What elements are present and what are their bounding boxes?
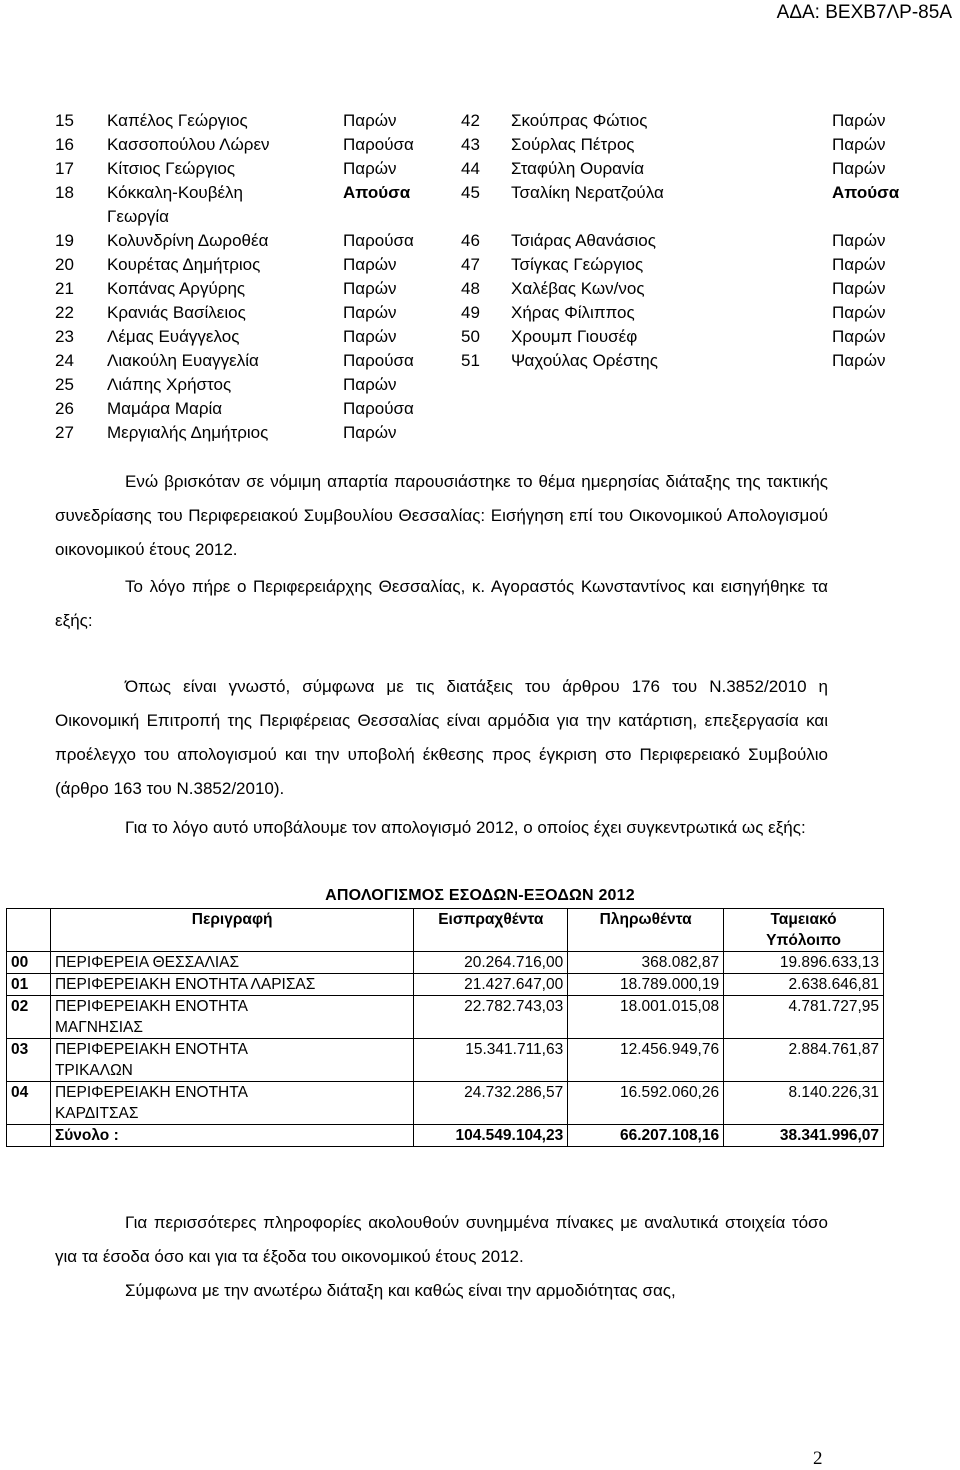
table-row xyxy=(7,996,884,1039)
total-label: Σύνολο : xyxy=(50,1125,413,1147)
attachments-paragraph: Για περισσότερες πληροφορίες ακολουθούν συνημμένα πίνακες με αναλυτικά στοιχεία τόσο για τα έσοδα όσο και για τα έξοδα του οικονομικού έτους 2012. xyxy=(55,1213,828,1266)
member-status: Παρούσα xyxy=(343,351,414,370)
member-name: Σκούπρας Φώτιος xyxy=(511,111,648,130)
member-number: 48 xyxy=(461,279,480,298)
member-name: Ψαχούλας Ορέστης xyxy=(511,351,658,370)
member-name: Χαλέβας Κων/νος xyxy=(511,279,645,298)
legal-paragraph: Όπως είναι γνωστό, σύμφωνα με τις διατάξεις του άρθρου 176 του Ν.3852/2010 η Οικονομική Επιτροπή της Περιφέρειας Θεσσαλίας είναι αρμόδια για την κατάρτιση, επεξεργασία και προέλεγχο του απολογισμού και την υποβολή έκθεσης προς έγκριση στο Περιφερειακό Συμβούλιο (άρθρο 163 του Ν.3852/2010). xyxy=(55,677,828,798)
row-balance: 19.896.633,13 xyxy=(724,952,884,974)
member-number: 25 xyxy=(55,375,74,394)
row-balance: 2.638.646,81 xyxy=(724,974,884,996)
member-status: Παρών xyxy=(832,111,886,130)
member-name: Καπέλος Γεώργιος xyxy=(107,111,248,130)
member-status: Παρών xyxy=(832,255,886,274)
member-status: Απούσα xyxy=(343,183,411,202)
closing-paragraph: Σύμφωνα με την ανωτέρω διάταξη και καθώς είναι την αρμοδιότητας σας, xyxy=(125,1281,676,1300)
member-status: Παρών xyxy=(343,303,397,322)
member-status: Παρών xyxy=(343,279,397,298)
row-description-line1: ΠΕΡΙΦΕΡΕΙΑΚΗ ΕΝΟΤΗΤΑ xyxy=(54,1084,248,1101)
member-name: Λιάπης Χρήστος xyxy=(107,375,232,394)
row-description-line1: ΠΕΡΙΦΕΡΕΙΑ ΘΕΣΣΑΛΙΑΣ xyxy=(54,954,240,971)
member-name: Κασσοπούλου Λώρεν xyxy=(107,135,270,154)
header-balance-line2: Υπόλοιπο xyxy=(766,932,841,949)
row-code: 00 xyxy=(7,952,51,974)
member-number: 49 xyxy=(461,303,480,322)
member-name: Τσιάρας Αθανάσιος xyxy=(511,231,656,250)
row-description xyxy=(50,952,413,974)
member-number: 46 xyxy=(461,231,480,250)
table-title: ΑΠΟΛΟΓΙΣΜΟΣ ΕΣΟΔΩΝ-ΕΞΟΔΩΝ 2012 xyxy=(325,887,635,904)
intro-paragraph: Ενώ βρισκόταν σε νόμιμη απαρτία παρουσιάστηκε το θέμα ημερησίας διάταξης της τακτικής συνεδρίασης του Περιφερειακού Συμβουλίου Θεσσαλίας: Εισήγηση επί του Οικονομικού Απολογισμού οικονομικού έτους 2012. xyxy=(55,472,828,559)
row-paid: 18.789.000,19 xyxy=(568,974,724,996)
member-name: Χήρας Φίλιππος xyxy=(511,303,635,322)
member-status: Παρούσα xyxy=(343,399,414,418)
member-status: Παρών xyxy=(343,423,397,442)
member-name: Τσίγκας Γεώργιος xyxy=(511,255,644,274)
member-name: Λέμας Ευάγγελος xyxy=(107,327,240,346)
total-collected: 104.549.104,23 xyxy=(414,1125,568,1147)
row-collected: 24.732.286,57 xyxy=(414,1082,568,1125)
member-status: Παρών xyxy=(343,375,397,394)
member-status: Παρών xyxy=(832,303,886,322)
member-number: 23 xyxy=(55,327,74,346)
table-row xyxy=(7,952,884,974)
header-balance xyxy=(724,909,884,952)
member-number: 18 xyxy=(55,183,74,202)
member-number: 24 xyxy=(55,351,74,370)
member-name: Μαμάρα Μαρία xyxy=(107,399,223,418)
member-status: Παρών xyxy=(832,279,886,298)
member-status: Παρών xyxy=(343,327,397,346)
member-status: Παρών xyxy=(343,255,397,274)
ada-code: ΑΔΑ: ΒΕΧΒ7ΛΡ-85Α xyxy=(776,2,952,23)
member-number: 15 xyxy=(55,111,74,130)
row-code: 01 xyxy=(7,974,51,996)
member-number: 27 xyxy=(55,423,74,442)
member-number: 51 xyxy=(461,351,480,370)
row-collected: 22.782.743,03 xyxy=(414,996,568,1039)
member-number: 26 xyxy=(55,399,74,418)
row-code: 03 xyxy=(7,1039,51,1082)
row-description-line1: ΠΕΡΙΦΕΡΕΙΑΚΗ ΕΝΟΤΗΤΑ xyxy=(54,998,248,1015)
member-name: Κολυνδρίνη Δωροθέα xyxy=(107,231,269,250)
row-description-line2: ΜΑΓΝΗΣΙΑΣ xyxy=(54,1019,143,1036)
member-status: Παρών xyxy=(832,135,886,154)
member-number: 44 xyxy=(461,159,480,178)
header-code xyxy=(7,909,51,952)
member-number: 45 xyxy=(461,183,480,202)
member-status: Παρούσα xyxy=(343,231,414,250)
member-name: Λιακούλη Ευαγγελία xyxy=(107,351,259,370)
row-code: 04 xyxy=(7,1082,51,1125)
member-number: 42 xyxy=(461,111,480,130)
row-paid: 12.456.949,76 xyxy=(568,1039,724,1082)
member-name: Κουρέτας Δημήτριος xyxy=(107,255,261,274)
member-name: Τσαλίκη Νερατζούλα xyxy=(511,183,664,202)
header-description: Περιγραφή xyxy=(50,909,413,952)
member-name: Κρανιάς Βασίλειος xyxy=(107,303,246,322)
row-collected: 20.264.716,00 xyxy=(414,952,568,974)
row-description xyxy=(50,1039,413,1082)
row-description-line2: ΚΑΡΔΙΤΣΑΣ xyxy=(54,1105,139,1122)
member-status: Παρών xyxy=(832,159,886,178)
member-status: Απούσα xyxy=(832,183,900,202)
row-collected: 15.341.711,63 xyxy=(414,1039,568,1082)
member-status: Παρούσα xyxy=(343,135,414,154)
member-number: 22 xyxy=(55,303,74,322)
member-name: Κοπάνας Αργύρης xyxy=(107,279,246,298)
row-description-line1: ΠΕΡΙΦΕΡΕΙΑΚΗ ΕΝΟΤΗΤΑ ΛΑΡΙΣΑΣ xyxy=(54,976,316,993)
member-number: 16 xyxy=(55,135,74,154)
total-balance: 38.341.996,07 xyxy=(724,1125,884,1147)
table-row xyxy=(7,1039,884,1082)
member-status: Παρών xyxy=(832,231,886,250)
page-number: 2 xyxy=(813,1448,823,1469)
header-balance-line1: Ταμειακό xyxy=(770,911,837,928)
row-balance: 2.884.761,87 xyxy=(724,1039,884,1082)
row-description xyxy=(50,996,413,1039)
member-status: Παρών xyxy=(343,111,397,130)
member-name: Κόκκαλη-Κουβέλη xyxy=(107,183,244,202)
member-number: 47 xyxy=(461,255,480,274)
total-code xyxy=(7,1125,51,1147)
member-name: Σταφύλη Ουρανία xyxy=(511,159,645,178)
row-balance: 4.781.727,95 xyxy=(724,996,884,1039)
member-name: Σούρλας Πέτρος xyxy=(511,135,635,154)
row-description-line2: ΤΡΙΚΑΛΩΝ xyxy=(54,1062,133,1079)
table-total-row xyxy=(7,1125,884,1147)
total-paid: 66.207.108,16 xyxy=(568,1125,724,1147)
member-name: Μεργιαλής Δημήτριος xyxy=(107,423,269,442)
member-number: 19 xyxy=(55,231,74,250)
member-number: 21 xyxy=(55,279,74,298)
member-number: 17 xyxy=(55,159,74,178)
table-header-row xyxy=(7,909,884,952)
member-status: Παρών xyxy=(343,159,397,178)
table-row xyxy=(7,974,884,996)
table-row xyxy=(7,1082,884,1125)
row-code: 02 xyxy=(7,996,51,1039)
row-description xyxy=(50,974,413,996)
member-name: Κίτσιος Γεώργιος xyxy=(107,159,236,178)
header-collected: Εισπραχθέντα xyxy=(414,909,568,952)
row-paid: 18.001.015,08 xyxy=(568,996,724,1039)
member-number: 20 xyxy=(55,255,74,274)
header-paid: Πληρωθέντα xyxy=(568,909,724,952)
financial-table xyxy=(6,908,884,1147)
member-status: Παρών xyxy=(832,327,886,346)
row-collected: 21.427.647,00 xyxy=(414,974,568,996)
row-balance: 8.140.226,31 xyxy=(724,1082,884,1125)
member-number: 50 xyxy=(461,327,480,346)
row-description-line1: ΠΕΡΙΦΕΡΕΙΑΚΗ ΕΝΟΤΗΤΑ xyxy=(54,1041,248,1058)
member-number: 43 xyxy=(461,135,480,154)
summary-paragraph: Για το λόγο αυτό υποβάλουμε τον απολογισμό 2012, ο οποίος έχει συγκεντρωτικά ως εξής: xyxy=(125,818,806,837)
row-description xyxy=(50,1082,413,1125)
member-name-continued: Γεωργία xyxy=(107,207,169,226)
member-name: Χρουμπ Γιουσέφ xyxy=(511,327,638,346)
row-paid: 16.592.060,26 xyxy=(568,1082,724,1125)
row-paid: 368.082,87 xyxy=(568,952,724,974)
speaker-paragraph: Το λόγο πήρε ο Περιφερειάρχης Θεσσαλίας, κ. Αγοραστός Κωνσταντίνος και εισηγήθηκε τα εξής: xyxy=(55,577,828,630)
member-status: Παρών xyxy=(832,351,886,370)
